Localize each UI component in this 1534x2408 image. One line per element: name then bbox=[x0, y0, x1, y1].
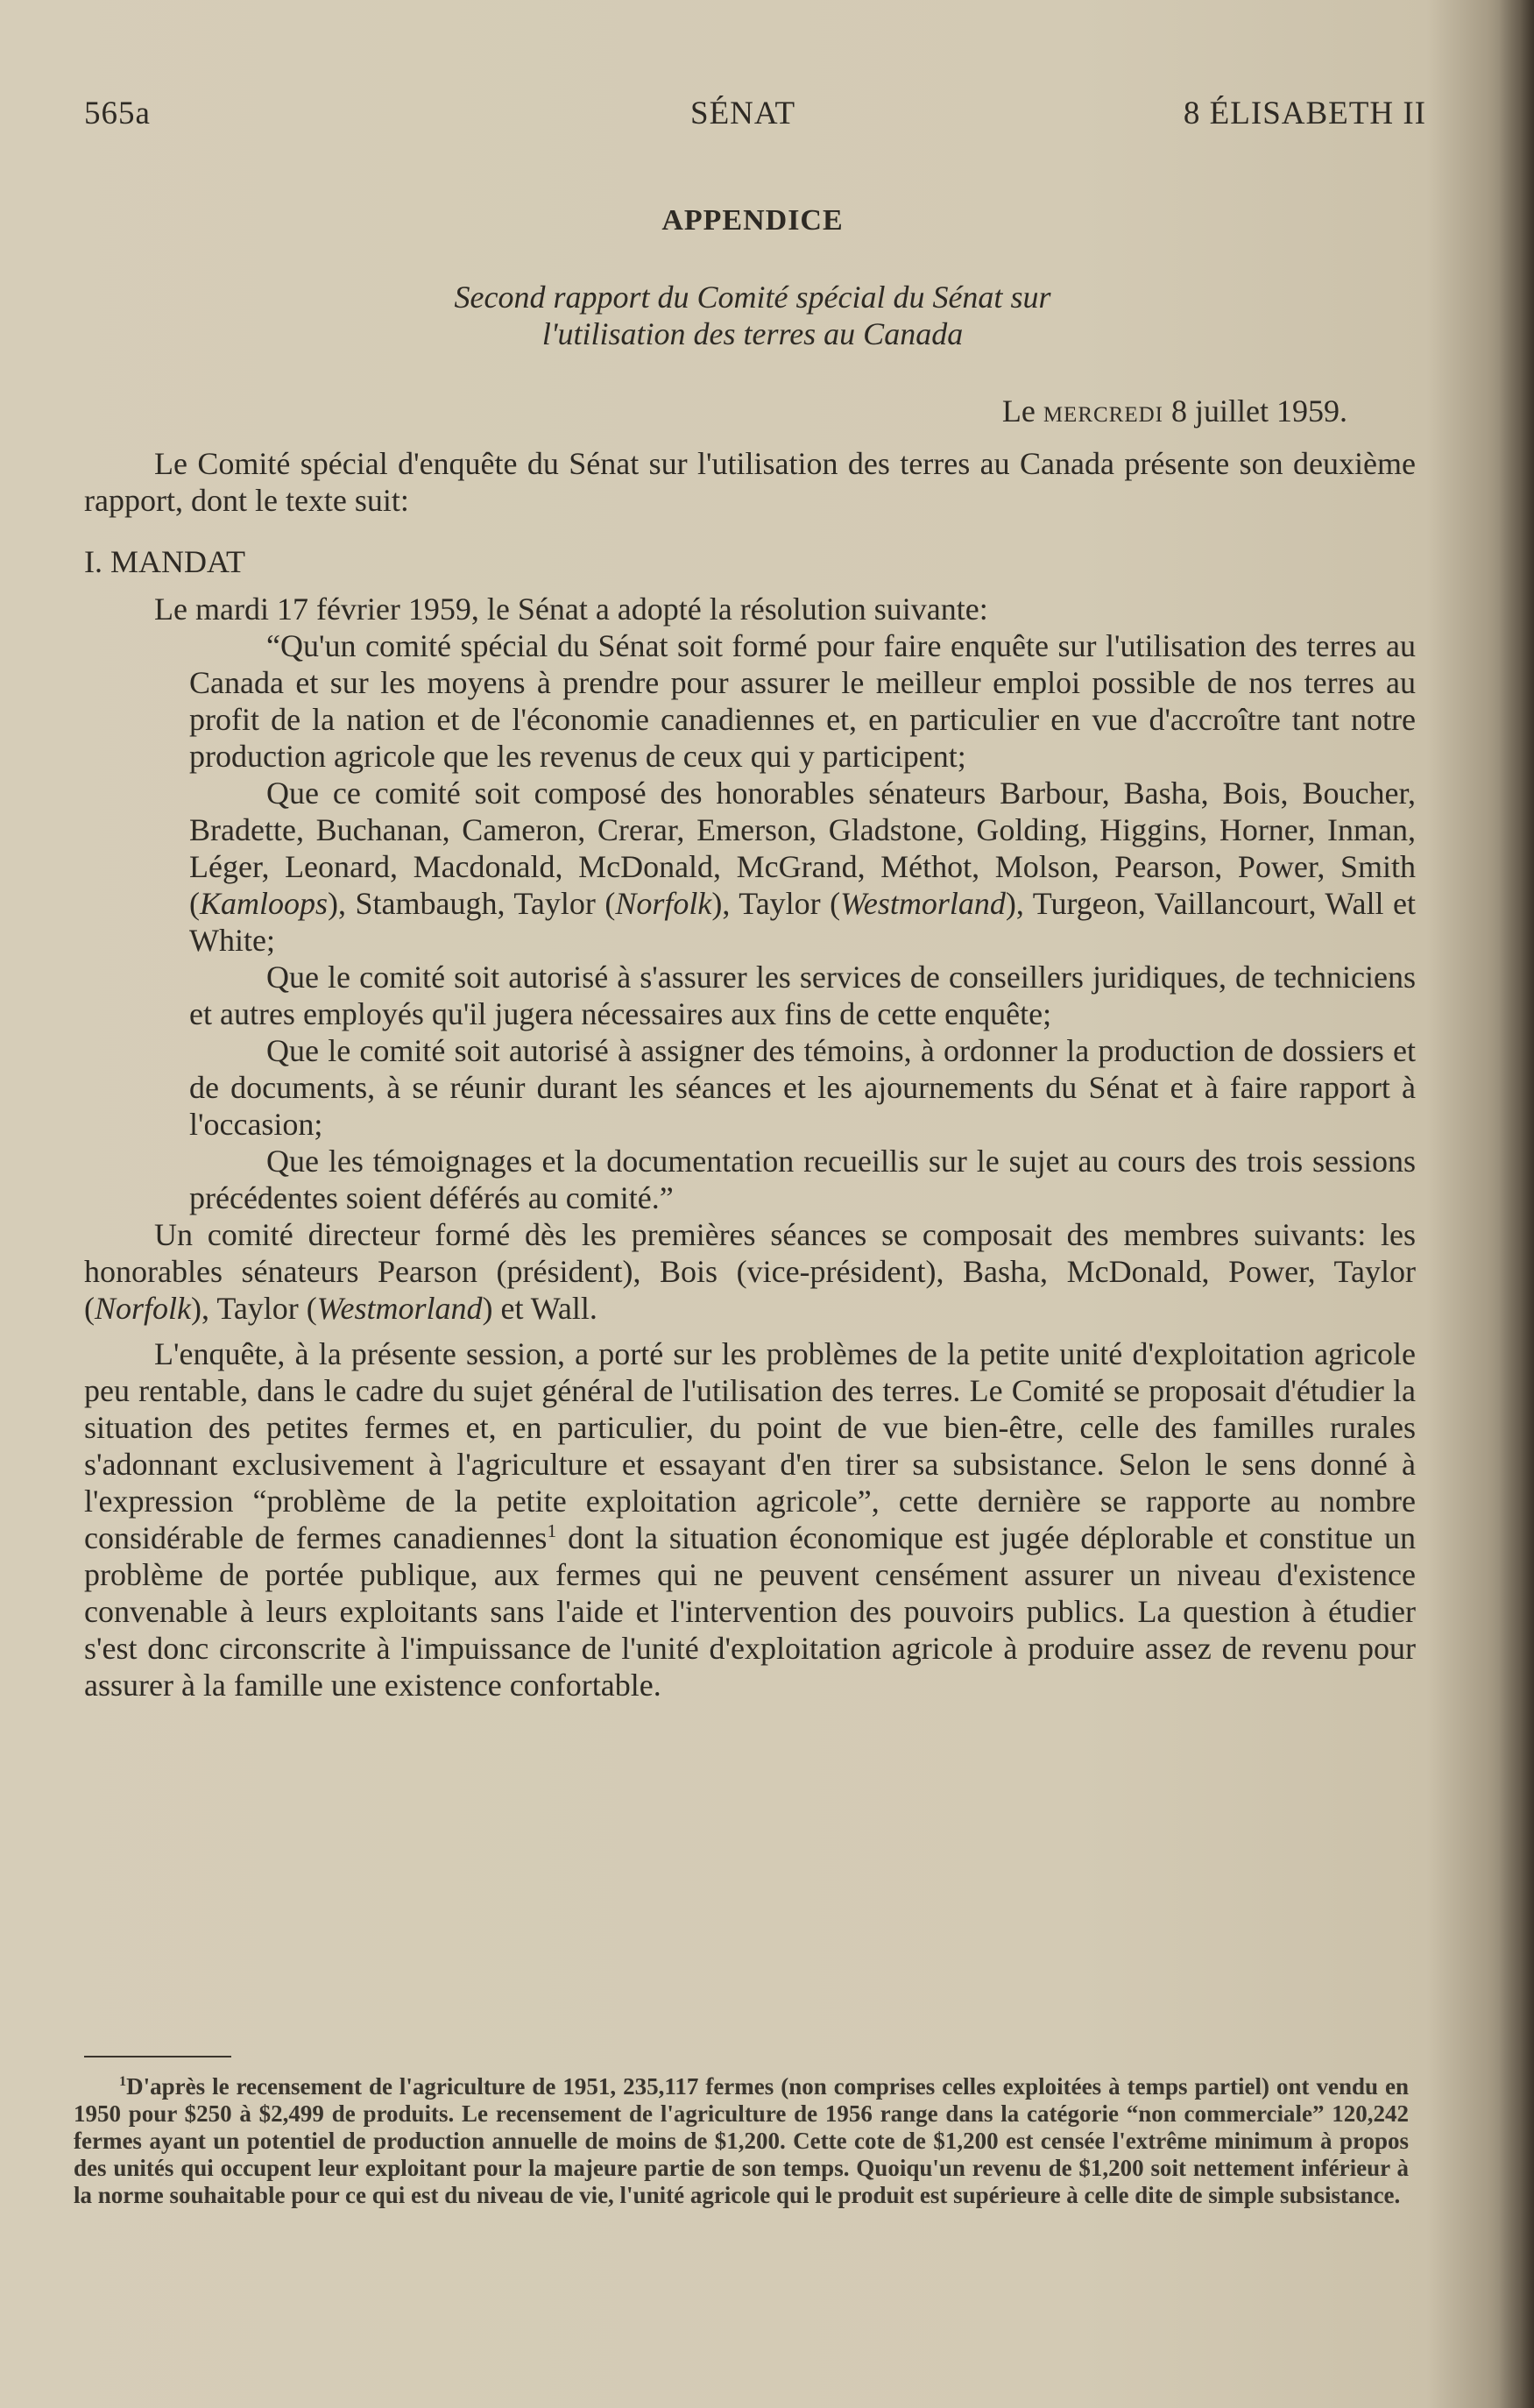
resolution-paragraph-2 bbox=[189, 775, 1416, 959]
intro-paragraph: Le Comité spécial d'enquête du Sénat sur l'utilisation des terres au Canada présente son deuxième rapport, dont le texte suit: bbox=[84, 446, 1416, 518]
page-number: 565a bbox=[84, 96, 151, 131]
footnote-paragraph bbox=[74, 2073, 1409, 2209]
appendix-heading: APPENDICE bbox=[661, 204, 844, 237]
inquiry-start: L'enquête, à la présente session, a porté sur les problèmes de la petite unité d'exploitation agricole peu rentable, dans le cadre du sujet général de l'utilisation des terres. Le Comité se proposait d'étudier la situation des petites fermes et, en particulier, du point de vue bien-être, celle des familles rurales s'adonnant exclusivement à l'agriculture et essayant d'en tirer sa subsistance. Selon le sens donné à l'expression “problème de la petite exploitation agricole”, cette dernière se rapporte au nombre considérable de fermes canadiennes bbox=[84, 1336, 1416, 1555]
dateline-date: 8 juillet 1959. bbox=[1171, 393, 1347, 428]
footnote-reference: 1 bbox=[547, 1520, 557, 1541]
subtitle-line-1: Second rapport du Comité spécial du Sénat sur bbox=[454, 280, 1051, 315]
resolution-paragraph-1: “Qu'un comité spécial du Sénat soit formé pour faire enquête sur l'utilisation des terres au Canada et sur les moyens à prendre pour assurer le meilleur emploi possible de nos terres au profit de la nation et de l'économie canadiennes et, en particulier en vue d'accroître tant notre production agricole que les revenus de ceux qui y participent; bbox=[189, 628, 1416, 774]
riding-norfolk: Norfolk bbox=[615, 886, 712, 921]
resolution-paragraph-3: Que le comité soit autorisé à s'assurer les services de conseillers juridiques, de techniciens et autres employés qu'il jugera nécessaires aux fins de cette enquête; bbox=[189, 960, 1416, 1031]
steering-riding-westmorland: Westmorland bbox=[316, 1291, 483, 1326]
resolution-members-mid-1: ), Stambaugh, Taylor ( bbox=[328, 886, 616, 921]
book-spine-shadow bbox=[1499, 0, 1534, 2408]
resolution-paragraph-4: Que le comité soit autorisé à assigner des témoins, à ordonner la production de dossiers et de documents, à se réunir durant les séances et les ajournements du Sénat et à faire rapport à l'occasion; bbox=[189, 1033, 1416, 1142]
resolution-members-start: Que ce comité soit composé des honorables sénateurs Barbour, Basha, Bois, Boucher, Bradette, Buchanan, Cameron, Crerar, Emerson, Gladstone, Golding, Higgins, Horner, Inman, Léger, Leonard, Macdonald, McDonald, McGrand, Méthot, Molson, Pearson, Power, Smith ( bbox=[189, 776, 1416, 921]
report-subtitle bbox=[0, 279, 1505, 352]
inquiry-end: dont la situation économique est jugée déplorable et constitue un problème de portée publique, aux fermes qui ne peuvent censément assurer un niveau d'existence convenable à leurs exploitants sans l'aide et l'intervention des pouvoirs publics. La question à étudier s'est donc circonscrite à l'impuissance de l'unité d'exploitation agricole à produire assez de revenu pour assurer à la famille une existence confortable. bbox=[84, 1520, 1417, 1703]
footnote-text: D'après le recensement de l'agriculture de 1951, 235,117 fermes (non comprises celles exploitées à temps partiel) ont vendu en 1950 pour $250 à $2,499 de produits. Le recensement de l'agriculture de 1956 range dans la catégorie “non commerciale” 120,242 fermes ayant un potentiel de production annuelle de moins de $1,200. Cette cote de $1,200 est censée l'extrême minimum à propos des unités qui occupent leur exploitant pour la majeure partie de son temps. Quoiqu'un revenu de $1,200 soit nettement inférieur à la norme souhaitable pour ce qui est du niveau de vie, l'unité agricole qui le produit est supérieure à celle dite de simple subsistance. bbox=[74, 2073, 1409, 2208]
footnote-marker: 1 bbox=[119, 2073, 127, 2089]
section-heading: I. MANDAT bbox=[84, 544, 245, 579]
header-regnal-year: 8 ÉLISABETH II bbox=[1183, 96, 1426, 131]
resolution-members-end: ), Turgeon, Vaillancourt, Wall et White; bbox=[189, 886, 1416, 958]
header-title: SÉNAT bbox=[690, 96, 796, 131]
footnote bbox=[74, 2073, 1409, 2209]
resolution-members-mid-2: ), Taylor ( bbox=[711, 886, 841, 921]
inquiry-paragraph bbox=[84, 1335, 1416, 1703]
dateline bbox=[84, 393, 1347, 429]
dateline-day: mercredi bbox=[1043, 393, 1163, 428]
steering-mid: ), Taylor ( bbox=[191, 1291, 317, 1326]
running-header bbox=[84, 95, 1426, 138]
riding-kamloops: Kamloops bbox=[200, 886, 329, 921]
resolution-lead: Le mardi 17 février 1959, le Sénat a adopté la résolution suivante: bbox=[154, 591, 988, 627]
footnote-rule bbox=[84, 2056, 231, 2057]
subtitle-line-2: l'utilisation des terres au Canada bbox=[541, 316, 964, 351]
steering-committee-paragraph bbox=[84, 1216, 1416, 1327]
resolution-paragraph-5: Que les témoignages et la documentation recueillis sur le sujet au cours des trois sessions précédentes soient déférés au comité.” bbox=[189, 1144, 1416, 1215]
resolution-text bbox=[84, 627, 1416, 1216]
report-body bbox=[84, 445, 1416, 1703]
steering-start: Un comité directeur formé dès les premières séances se composait des membres suivants: les honorables sénateurs Pearson (président), Bois (vice-président), Basha, McDonald, Power, Taylor ( bbox=[84, 1217, 1416, 1326]
dateline-prefix: Le bbox=[1001, 393, 1036, 428]
steering-end: ) et Wall. bbox=[482, 1291, 597, 1326]
riding-westmorland: Westmorland bbox=[840, 886, 1006, 921]
steering-riding-norfolk: Norfolk bbox=[95, 1291, 192, 1326]
